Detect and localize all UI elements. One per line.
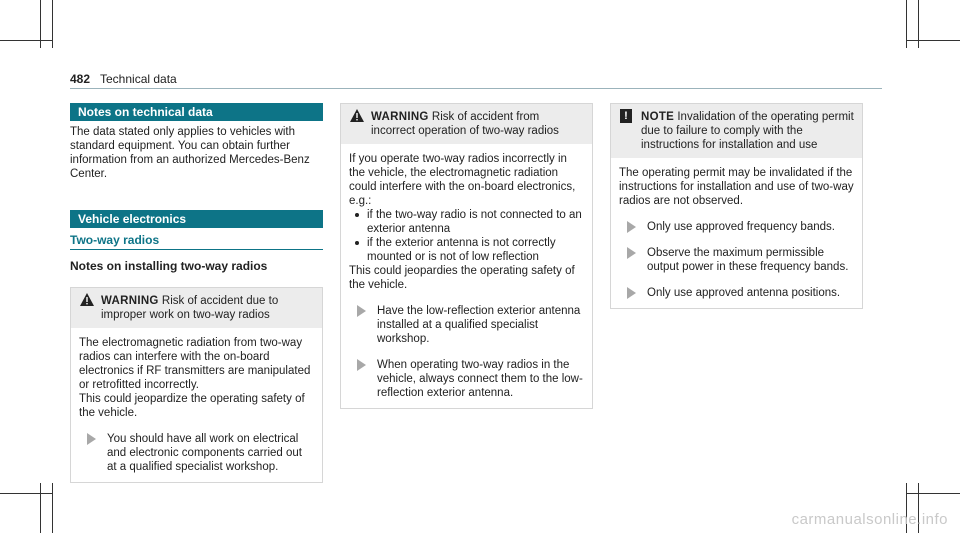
warning-box [70,287,323,483]
list-item-text: if the exterior antenna is not correctly mounted or is not of low reflection [367,237,556,263]
step-text: When operating two-way radios in the vehicle, always connect them to the low-reflection exterior antenna. [377,359,583,399]
instruction-step [349,358,584,400]
crop-mark [0,493,52,494]
bullet-icon [355,241,359,245]
warning-header [71,288,322,328]
step-arrow-icon [627,221,636,233]
note-body-text: The operating permit may be invalidated if the instructions for installation and use of two-way radios are not observed. [619,167,854,207]
warning-body [341,144,592,408]
crop-mark [906,493,960,494]
step-text: Observe the maximum permissible output power in these frequency bands. [647,247,849,273]
step-arrow-icon [87,433,96,445]
column-3 [610,103,863,309]
warning-body-text: The electromagnetic radiation from two-way radios can interfere with the on-board electronics if RF transmitters are manipulated or retrofitted incorrectly. [79,337,311,391]
instruction-step [619,286,854,300]
step-arrow-icon [357,305,366,317]
step-text: Only use approved frequency bands. [647,221,835,233]
warning-label: WARNING [371,111,429,123]
note-body [611,158,862,308]
crop-mark [906,40,960,41]
warning-text: Risk of accident due to improper work on two-way radios [101,295,279,321]
intro-text: The data stated only applies to vehicles with standard equipment. You can obtain further information from an authorized Mercedes-Benz Center. [70,126,310,180]
warning-triangle-icon [350,109,364,126]
warning-box [340,103,593,409]
note-text: Invalidation of the operating permit due to failure to comply with the instructions for installation and use [641,111,854,151]
crop-mark [0,40,52,41]
instruction-step [349,304,584,346]
bullet-icon [355,213,359,217]
step-arrow-icon [627,287,636,299]
warning-body-text: This could jeopardies the operating safety of the vehicle. [349,265,575,291]
instruction-step [619,220,854,234]
step-arrow-icon [627,247,636,259]
warning-header [341,104,592,144]
section-bar-vehicle-electronics: Vehicle electronics [70,210,323,228]
section-title: Technical data [100,72,177,86]
crop-mark [40,483,41,533]
note-label: NOTE [641,111,675,123]
step-arrow-icon [357,359,366,371]
note-box [610,103,863,309]
instruction-step [619,246,854,274]
warning-body-text: If you operate two-way radios incorrectly in the vehicle, the electromagnetic radiation could interfere with the on-board electronics, e.g.: [349,153,576,207]
list-item [349,208,584,236]
list-item [349,236,584,264]
step-text: Have the low-reflection exterior antenna installed at a qualified specialist workshop. [377,305,581,345]
heading-installing-radios: Notes on installing two-way radios [70,259,268,273]
warning-label: WARNING [101,295,159,307]
crop-mark [52,483,53,533]
subhead-rule [70,249,323,250]
note-header [611,104,862,158]
step-text: Only use approved antenna positions. [647,287,841,299]
column-1 [70,103,323,483]
instruction-step [79,432,314,474]
step-text: You should have all work on electrical and electronic components carried out at a qualified specialist workshop. [107,433,302,473]
section-bar-technical-notes: Notes on technical data [70,103,323,121]
column-2 [340,103,593,409]
warning-triangle-icon [80,293,94,310]
list-item-text: if the two-way radio is not connected to an exterior antenna [367,209,582,235]
crop-mark [52,0,53,48]
page-number: 482 [70,72,91,86]
warning-text: Risk of accident from incorrect operation of two-way radios [371,111,559,137]
watermark: carmanualsonline.info [791,511,948,528]
header-rule [70,88,882,89]
warning-body-text: This could jeopardize the operating safety of the vehicle. [79,393,305,419]
subhead-two-way-radios: Two-way radios [70,233,160,247]
notice-icon: ! [620,109,632,123]
warning-body [71,328,322,482]
